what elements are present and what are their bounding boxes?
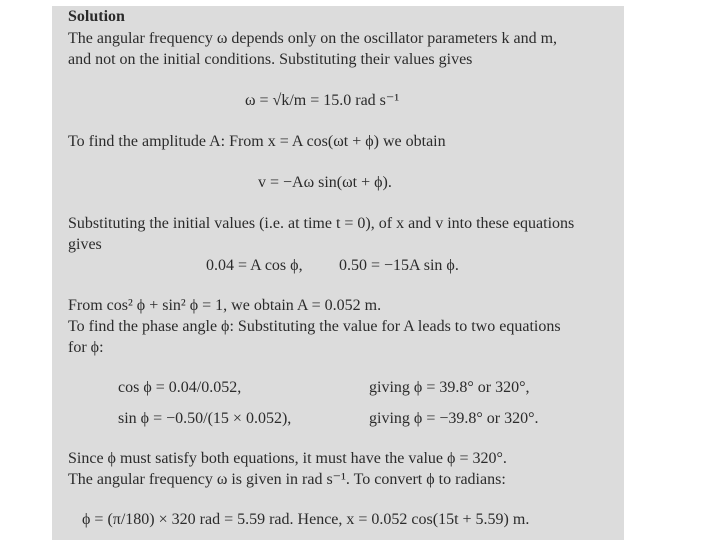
equation-cos-phi: cos ϕ = 0.04/0.052, — [118, 379, 242, 396]
equation-final: ϕ = (π/180) × 320 rad = 5.59 rad. Hence, x = 0.052 cos(15t + 5.59) m. — [82, 511, 530, 528]
equation-omega: ω = √k/m = 15.0 rad s⁻¹ — [245, 92, 400, 109]
solution-panel — [52, 6, 624, 540]
equation-initial-left: 0.04 = A cos ϕ, — [206, 257, 303, 274]
equation-initial-right: 0.50 = −15A sin ϕ. — [339, 257, 459, 274]
solution-title: Solution — [68, 8, 125, 25]
equation-sin-phi: sin ϕ = −0.50/(15 × 0.052), — [118, 410, 292, 427]
equation-sin-phi-result: giving ϕ = −39.8° or 320°. — [369, 410, 539, 427]
equation-velocity: v = −Aω sin(ωt + ϕ). — [258, 174, 392, 191]
paragraph-line: From cos² ϕ + sin² ϕ = 1, we obtain A = 0.052 m. — [68, 297, 382, 314]
paragraph-line: and not on the initial conditions. Substituting their values gives — [68, 51, 473, 68]
paragraph-line: for ϕ: — [68, 339, 104, 356]
paragraph-line: The angular frequency ω is given in rad s⁻¹. To convert ϕ to radians: — [68, 471, 506, 488]
paragraph-line: Substituting the initial values (i.e. at time t = 0), of x and v into these equations — [68, 215, 575, 232]
equation-cos-phi-result: giving ϕ = 39.8° or 320°, — [369, 379, 530, 396]
paragraph-line: gives — [68, 236, 102, 253]
paragraph-line: Since ϕ must satisfy both equations, it must have the value ϕ = 320°. — [68, 450, 507, 467]
paragraph-line: To find the amplitude A: From x = A cos(ωt + ϕ) we obtain — [68, 133, 446, 150]
paragraph-line: To find the phase angle ϕ: Substituting the value for A leads to two equations — [68, 318, 561, 335]
paragraph-line: The angular frequency ω depends only on the oscillator parameters k and m, — [68, 30, 558, 47]
